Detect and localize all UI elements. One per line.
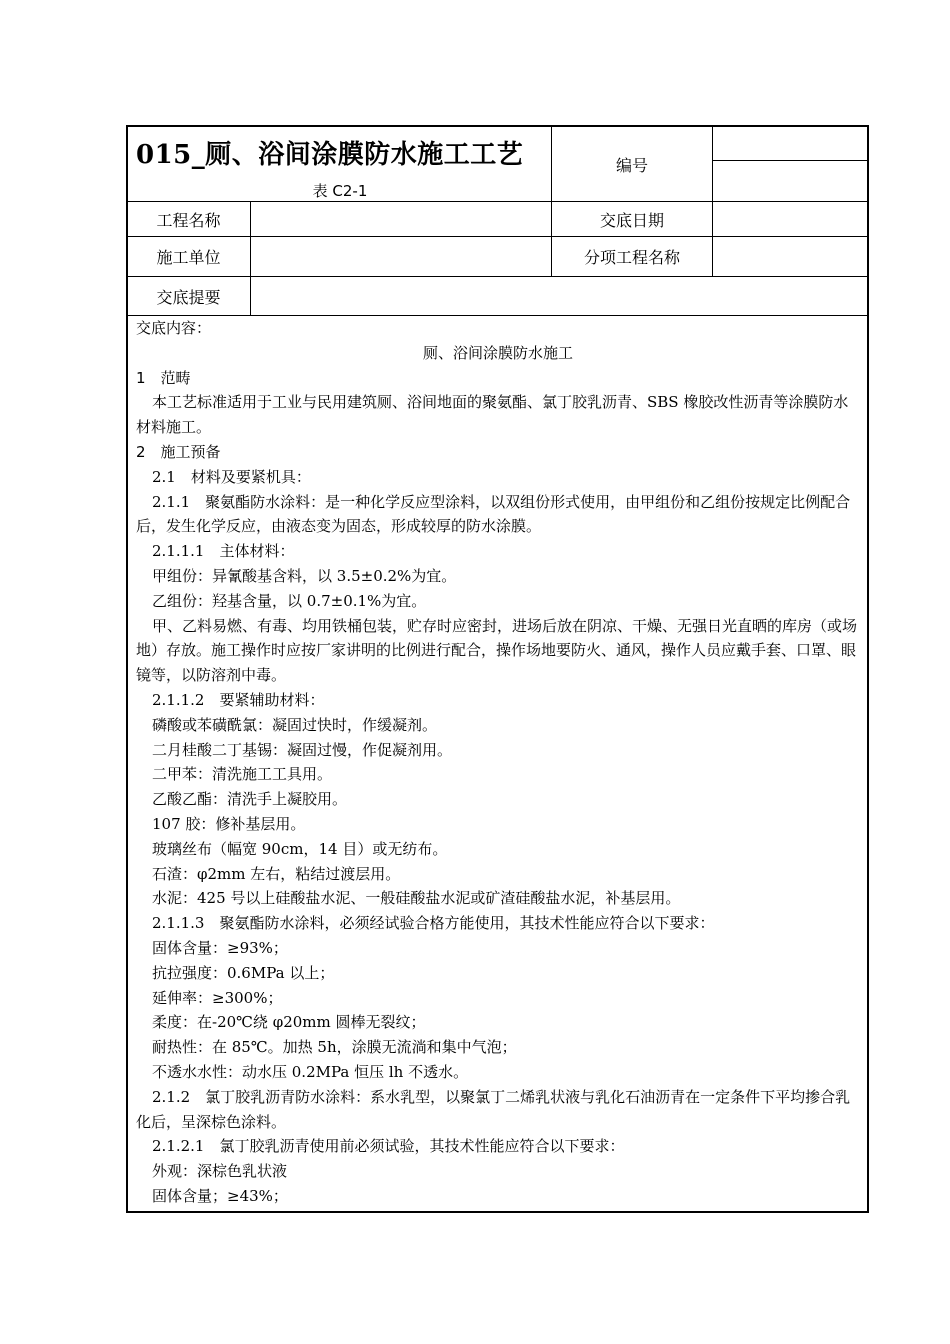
content-intro: 交底内容： [136, 319, 212, 337]
paragraph: 2.1.2.1 氯丁胶乳沥青使用前必须试验，其技术性能应符合以下要求： [152, 1137, 625, 1156]
paragraph: 耐热性：在 85℃。加热 5h，涂膜无流淌和集中气泡； [152, 1038, 517, 1057]
paragraph: 抗拉强度：0.6MPa 以上； [152, 963, 335, 982]
paragraph: 2.1.2 氯丁胶乳沥青防水涂料：系水乳型，以聚氯丁二烯乳状液与乳化石油沥青在一定条件下平均掺合乳化后，呈深棕色涂料。 [136, 1087, 851, 1131]
paragraph: 2.1.1.3 聚氨酯防水涂料，必须经试验合格方能使用，其技术性能应符合以下要求： [152, 914, 715, 933]
project-name-label: 工程名称 [156, 210, 221, 230]
form-number: 表 C2-1 [312, 182, 368, 200]
number-field-top[interactable] [713, 127, 867, 160]
project-name-field[interactable] [251, 202, 551, 236]
paragraph: 固体含量：≥93%； [152, 938, 288, 957]
summary-field[interactable] [251, 277, 867, 315]
subproject-field[interactable] [713, 237, 867, 276]
content-lines [136, 366, 860, 1209]
paragraph: 不透水水性：动水压 0.2MPa 恒压 lh 不透水。 [152, 1062, 469, 1081]
unit-field[interactable] [251, 237, 551, 276]
date-label: 交底日期 [599, 210, 664, 230]
paragraph: 甲组份：异氰酸基含料，以 3.5±0.2%为宜。 [152, 566, 457, 585]
paragraph: 二月桂酸二丁基锡：凝固过慢，作促凝剂用。 [152, 740, 453, 759]
paragraph: 水泥：425 号以上硅酸盐水泥、一般硅酸盐水泥或矿渣硅酸盐水泥，补基层用。 [152, 889, 681, 908]
number-field-bottom[interactable] [713, 161, 867, 201]
paragraph: 玻璃丝布（幅宽 90cm，14 目）或无纺布。 [152, 839, 448, 858]
paragraph: 2.1.1.2 要紧辅助材料： [152, 690, 325, 709]
paragraph: 磷酸或苯磺酰氯：凝固过快时，作缓凝剂。 [152, 715, 438, 734]
paragraph: 2.1.1.1 主体材料： [152, 542, 295, 561]
paragraph: 二甲苯：清洗施工工具用。 [152, 765, 333, 784]
summary-label: 交底提要 [156, 287, 221, 307]
number-label: 编号 [615, 155, 648, 175]
unit-label: 施工单位 [156, 248, 221, 267]
paragraph: 2.1.1 聚氨酯防水涂料：是一种化学反应型涂料，以双组份形式使用，由甲组份和乙组份按规定比例配合后，发生化学反应，由液态变为固态，形成较厚的防水涂膜。 [136, 492, 851, 536]
paragraph: 固体含量；≥43%； [152, 1186, 288, 1205]
paragraph: 石渣：φ2mm 左右，粘结过渡层用。 [152, 864, 401, 883]
page-title: 015_厕、浴间涂膜防水施工工艺 [136, 140, 524, 170]
date-field[interactable] [713, 202, 867, 236]
paragraph: 本工艺标准适用于工业与民用建筑厕、浴间地面的聚氨酯、氯丁胶乳沥青、SBS 橡胶改性沥青等涂膜防水材料施工。 [136, 393, 849, 437]
content-title: 厕、浴间涂膜防水施工 [422, 343, 573, 362]
paragraph: 外观：深棕色乳状液 [152, 1162, 288, 1181]
paragraph: 107 胶：修补基层用。 [152, 814, 306, 833]
paragraph: 乙酸乙酯：清洗手上凝胶用。 [152, 790, 348, 809]
paragraph: 2.1 材料及要紧机具： [152, 467, 311, 486]
content-area [136, 316, 860, 1209]
subproject-label: 分项工程名称 [583, 248, 680, 267]
paragraph: 柔度：在-20℃绕 φ20mm 圆棒无裂纹； [152, 1013, 426, 1032]
paragraph: 乙组份：羟基含量，以 0.7±0.1%为宜。 [152, 591, 427, 610]
section-heading: 2 施工预备 [136, 442, 221, 461]
section-heading: 1 范畴 [136, 368, 191, 387]
paragraph: 延伸率：≥300%； [152, 988, 283, 1007]
paragraph: 甲、乙料易燃、有毒、均用铁桶包装，贮存时应密封，进场后放在阴凉、干燥、无强日光直晒的库房（或场地）存放。施工操作时应按厂家讲明的比例进行配合，操作场地要防火、通风，操作人员应戴手套、口罩、眼镜等，以防溶剂中毒。 [136, 616, 858, 685]
